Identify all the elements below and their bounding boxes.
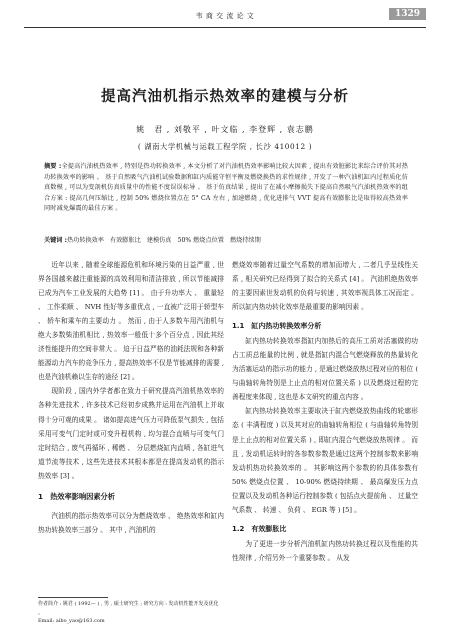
- subsection-heading-1-1: 1.1 缸内热功转换效率分析: [232, 322, 322, 331]
- combustion-paragraph: 燃烧效率随着过量空气系数的增加而增大 , 二者几乎呈线性关系 , 相关研究已经得到了拟合的关系式 [4] 。 汽油机绝热效率的主要因素世发动机的负荷与转速 , 其效率视具体工况而定 。 所以缸内热功转化效率是最重要的影响因素 。: [232, 261, 418, 312]
- right-column: [232, 258, 418, 565]
- page-number: 1329: [389, 8, 426, 20]
- keywords: [44, 236, 408, 246]
- efficiency-paragraph: 汽油机的指示热效率可以分为燃烧效率 、 绝热效率和缸内热功转换效率三部分 。 其中 , 汽油机的: [38, 511, 224, 534]
- expansion-paragraph: 为了更进一步分析汽油机缸内热功转换过程以及性能的共性规律 , 介绍另外一个重要参数 。 从发: [232, 539, 418, 562]
- phase-paragraph: 缸内热功转换效率主要取决于缸内燃烧放热曲线的轮廓形态 ( 丰满程度 ) 以及其对应的曲轴转角相位 ( 与曲轴转角特别是上止点的相对位置关系 ) , 即缸内混合气燃烧放热规律 。 而且 , 发动机运转时的各参数参数是通过这两个控制参数来影响发动机热功转换效率的 。 其影响这两个参数的的具体参数有 50% 燃烧点位置 、 10-90% 燃烧持续期 、 最高爆发压力点位置以及发动机各种运行控制参数 ( 包括点火提前角 、 过量空气系数 、 转速 、 负荷 、 EGR 等 ) [5] 。: [232, 407, 418, 514]
- keywords-label: 关键词 :: [44, 237, 68, 244]
- author-list: 姚 君 , 刘敬平 , 叶文临 , 李登辉 , 袁志鹏: [136, 125, 314, 134]
- subsection-heading-1-2: 1.2 有效膨胀比: [232, 524, 287, 533]
- footnote-rule: [38, 597, 108, 598]
- author-bio: 作者简介 : 姚君 ( 1992— ) , 男 , 硕士研究生 ; 研究方向 : 发动机性能开发及优化 。: [38, 601, 219, 616]
- abstract-label: 摘要 :: [44, 163, 62, 170]
- affiliation: ( 湖南大学机械与运载工程学院 , 长沙 410012 ): [137, 142, 313, 151]
- paper-title: 提高汽油机指示热效率的建模与分析: [101, 89, 349, 105]
- section-heading-1: 1 热效率影响因素分析: [38, 491, 115, 501]
- keywords-text: 热功转换效率 有效膨胀比 建模仿真 50% 燃烧点位置 燃烧持续期: [67, 237, 261, 244]
- header-rule: [24, 27, 426, 28]
- conversion-paragraph: 缸内热功转换效率指缸内加热后的高压工质对活塞做的功占工质总能量的比例 , 就是指缸内混合气燃烧释放的热量转化为活塞运动的指示功的能力 , 是通过燃烧放热过程对应的相位 ( 与曲轴转角特别是上止点的相对位置关系 ) 以及燃烧过程的完善程度来体现 , 这也是本文研究的重点内容 。: [232, 337, 418, 402]
- journal-name: 韦 商 交 流 论 文: [195, 12, 255, 20]
- intro-paragraph: 近年以来 , 随着全球能源危机和环境污染的日益严重 , 世界各国越来越注重能源的高效利用和清洁排放 , 所以节能减排已成为汽车工业发展的大趋势 [1] 。 由于升功率大 、 重量轻 、 工作柔顺 、 NVH 性好等多重优点 , 一直被广泛用于轿型车 、 轿车和乘车的主要动力 。 然而 , 由于人多数车用汽油机与绝大多数柴油机相比 , 热效率一般低十多个百分点 , 因此其经济性能提升的空间非常大 。 迫于日益严格的油耗法规和各种新能源动力汽车的竞争压力 , 提高热效率不仅是节能减排的需要 , 也是汽油机赖以生存的途径 [2] 。: [38, 261, 224, 382]
- footnote: [38, 600, 224, 626]
- abstract-text: 全提高汽油机热效率 , 特别是热功转换效率 , 本文分析了对汽油机热效率影响比较大因素 , 提出有效脏影比来综合评价其对热功转换效率的影响 。 基于自然吸气汽油机试验数据和缸内质能守恒平衡及燃烧换热的求性规律 , 开发了一种汽油机缸内过程质化仿真数模 , 可以为变剖机仿真质量中的性能不度误误标导 。 基于仿真结果 , 提出了在减小摩擦损失下提高自然吸气汽油机热效率的组合方案 : 提高几何压缩比 , 控制 50% 燃烧位置点在 5° CA 左右 , 加速燃烧 , 优化进排气 VVT 提高有效膨胀比是取得较高热效率同时减免爆震的最佳方案 。: [44, 163, 408, 212]
- abstract: [44, 162, 408, 215]
- left-column: [38, 258, 224, 537]
- running-header: [0, 0, 450, 30]
- background-paragraph: 现阶段 , 国内外学者都在致力于研究提高汽油机热效率的各种先进技术 , 许多技术已经初步成熟并运用在汽油机上并取得十分可观的成果 。 诸如提高进气压力可降低泵气损失 , 包括采用可变气门定时或可变升程机构 , 均匀混合直喷与可变气门定时结合 , 废气再循环 , 稀燃 、 分层燃烧缸内直喷 , 各缸进气道节流等技术 , 这些先进技术其根本都是在提高发动机的指示热效率 [3] 。: [38, 387, 224, 480]
- author-email: Email: aibo_yao@163.com: [38, 618, 105, 624]
